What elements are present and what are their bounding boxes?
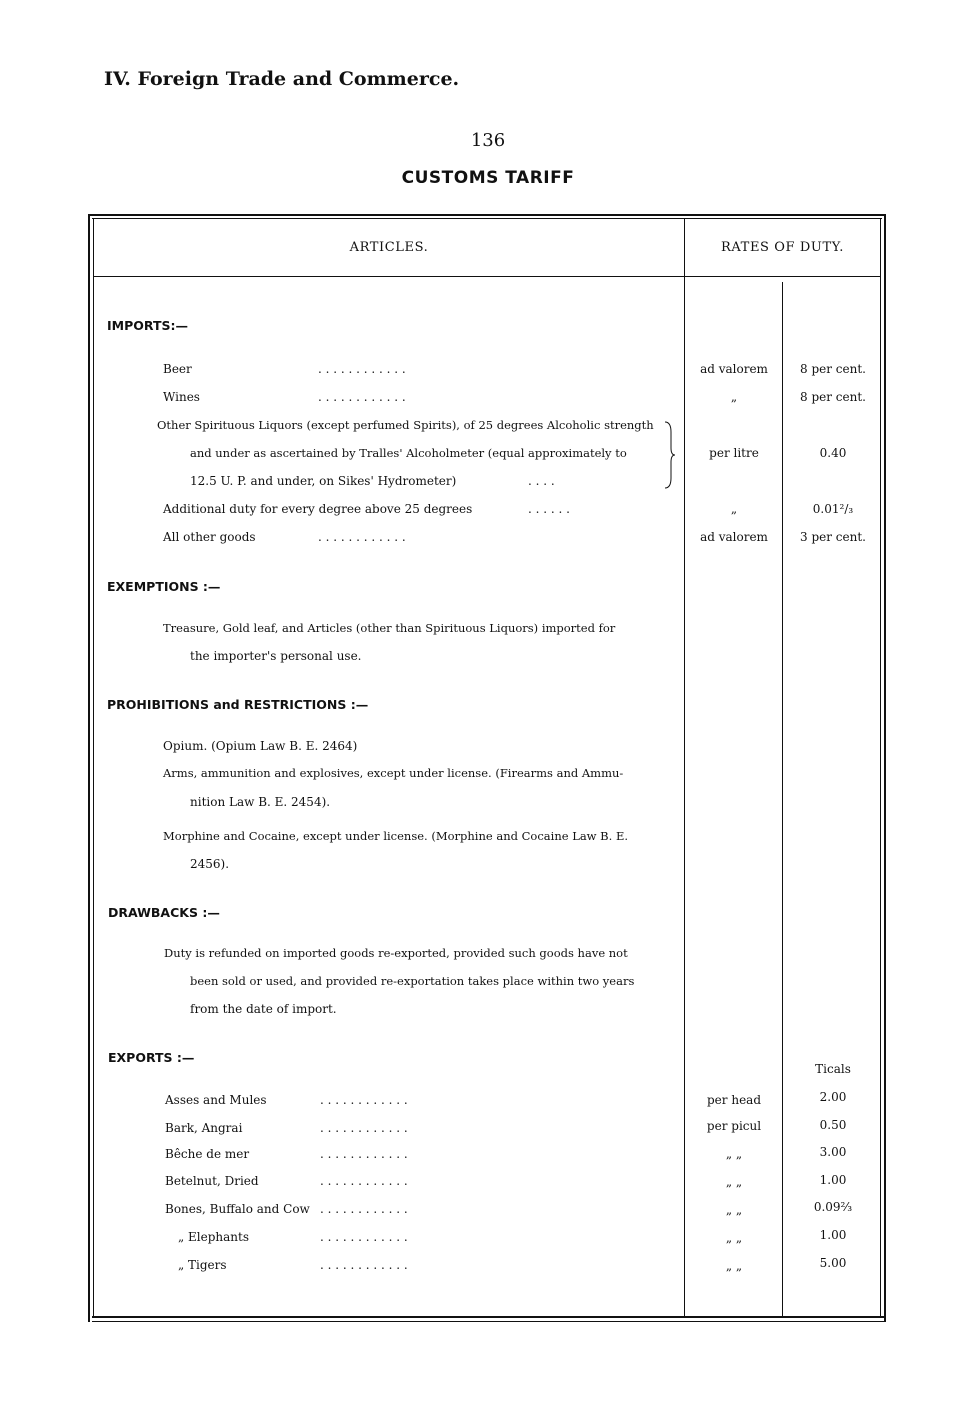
duty-basis: ad valorem	[700, 530, 768, 544]
dot-leader: . . . . . . . . . . . .	[320, 1174, 408, 1188]
duty-basis: per head	[707, 1093, 761, 1107]
dot-leader: . . . . . . . . . . . .	[318, 390, 406, 404]
duty-basis: „	[730, 390, 738, 404]
table-bottom-rule	[92, 1316, 886, 1318]
article-name: Bark, Angrai	[165, 1121, 243, 1135]
duty-rate: 3.00	[819, 1145, 847, 1159]
article-name: Bêche de mer	[165, 1147, 250, 1161]
prohibition-morphine-line-2: 2456).	[190, 857, 230, 871]
duty-rate: 8 per cent.	[800, 390, 866, 404]
column-header-rates: RATES OF DUTY.	[721, 240, 844, 255]
dot-leader: . . . . . . . . . . . .	[320, 1258, 408, 1272]
prohibition-arms-line-1: Arms, ammunition and explosives, except under license. (Firearms and Ammu-	[163, 766, 624, 780]
exemptions-line-1: Treasure, Gold leaf, and Articles (other than Spirituous Liquors) imported for	[163, 621, 616, 635]
duty-rate: 5.00	[819, 1256, 847, 1270]
duty-basis: per picul	[706, 1119, 762, 1133]
brace-icon	[662, 420, 676, 490]
article-name: Beer	[163, 362, 192, 376]
dot-leader: . . . . . . . . . . . .	[320, 1147, 408, 1161]
table-left-rule-inner	[93, 218, 94, 1316]
prohibition-arms-line-2: nition Law B. E. 2454).	[190, 795, 331, 809]
drawbacks-line-1: Duty is refunded on imported goods re-exported, provided such goods have not	[164, 946, 628, 960]
exports-label: EXPORTS :—	[108, 1050, 195, 1065]
dot-leader: . . . . . . . . . . . .	[320, 1121, 408, 1135]
table-top-rule	[88, 214, 886, 216]
duty-basis: „ „	[725, 1203, 743, 1217]
prohibition-opium: Opium. (Opium Law B. E. 2464)	[163, 739, 358, 753]
article-name: Asses and Mules	[165, 1093, 267, 1107]
table-left-rule	[88, 214, 90, 1322]
table-top-rule-inner	[92, 218, 882, 219]
duty-rate: 0.50	[819, 1118, 847, 1132]
drawbacks-line-3: from the date of import.	[190, 1002, 337, 1016]
drawbacks-label: DRAWBACKS :—	[108, 905, 220, 920]
prohibition-morphine-line-1: Morphine and Cocaine, except under license. (Morphine and Cocaine Law B. E.	[163, 829, 628, 843]
duty-basis: „ „	[725, 1231, 743, 1245]
article-name: Additional duty for every degree above 25 degrees	[163, 502, 473, 516]
duty-rate: 0.40	[819, 446, 847, 460]
dot-leader: . . . . . . . . . . . .	[318, 362, 406, 376]
duty-basis: „ „	[725, 1259, 743, 1273]
duty-rate: 8 per cent.	[800, 362, 866, 376]
article-name: Betelnut, Dried	[165, 1174, 259, 1188]
duty-rate: 1.00	[819, 1173, 847, 1187]
duty-basis: per litre	[709, 446, 759, 460]
dot-leader: . . . .	[528, 474, 555, 488]
article-line-3: 12.5 U. P. and under, on Sikes' Hydrometer)	[190, 474, 457, 488]
duty-rate: 0.01²/₃	[812, 502, 854, 516]
imports-label: IMPORTS:—	[107, 318, 188, 333]
table-right-rule	[884, 214, 886, 1322]
section-heading: IV. Foreign Trade and Commerce.	[104, 68, 460, 90]
article-name: Wines	[163, 390, 200, 404]
page-number: 136	[470, 130, 506, 151]
article-line-2: and under as ascertained by Tralles' Alcoholmeter (equal approximately to	[190, 446, 627, 460]
duty-basis: „ „	[725, 1147, 743, 1161]
prohibitions-label: PROHIBITIONS and RESTRICTIONS :—	[107, 697, 369, 712]
article-name: Bones, Buffalo and Cow	[165, 1202, 310, 1216]
dot-leader: . . . . . . . . . . . .	[320, 1202, 408, 1216]
dot-leader: . . . . . . . . . . . .	[320, 1093, 408, 1107]
duty-rate: 3 per cent.	[800, 530, 866, 544]
dot-leader: . . . . . .	[528, 502, 570, 516]
dot-leader: . . . . . . . . . . . .	[320, 1230, 408, 1244]
duty-rate: 2.00	[819, 1090, 847, 1104]
column-header-articles: ARTICLES.	[349, 240, 429, 255]
header-rule	[93, 276, 881, 277]
article-name: All other goods	[163, 530, 256, 544]
article-line-1: Other Spirituous Liquors (except perfumed Spirits), of 25 degrees Alcoholic strength	[157, 418, 654, 432]
drawbacks-line-2: been sold or used, and provided re-exportation takes place within two years	[190, 974, 635, 988]
duty-basis: „ „	[725, 1175, 743, 1189]
currency-unit: Ticals	[815, 1062, 851, 1076]
exemptions-label: EXEMPTIONS :—	[107, 579, 221, 594]
exemptions-line-2: the importer's personal use.	[190, 649, 362, 663]
duty-basis: ad valorem	[700, 362, 768, 376]
table-bottom-rule-outer	[92, 1321, 886, 1322]
page-title: CUSTOMS TARIFF	[401, 168, 575, 188]
duty-basis: „	[730, 502, 738, 516]
article-name: „ Elephants	[178, 1230, 250, 1244]
duty-rate: 0.09⅔	[813, 1200, 853, 1214]
dot-leader: . . . . . . . . . . . .	[318, 530, 406, 544]
article-name: „ Tigers	[178, 1258, 227, 1272]
duty-rate: 1.00	[819, 1228, 847, 1242]
